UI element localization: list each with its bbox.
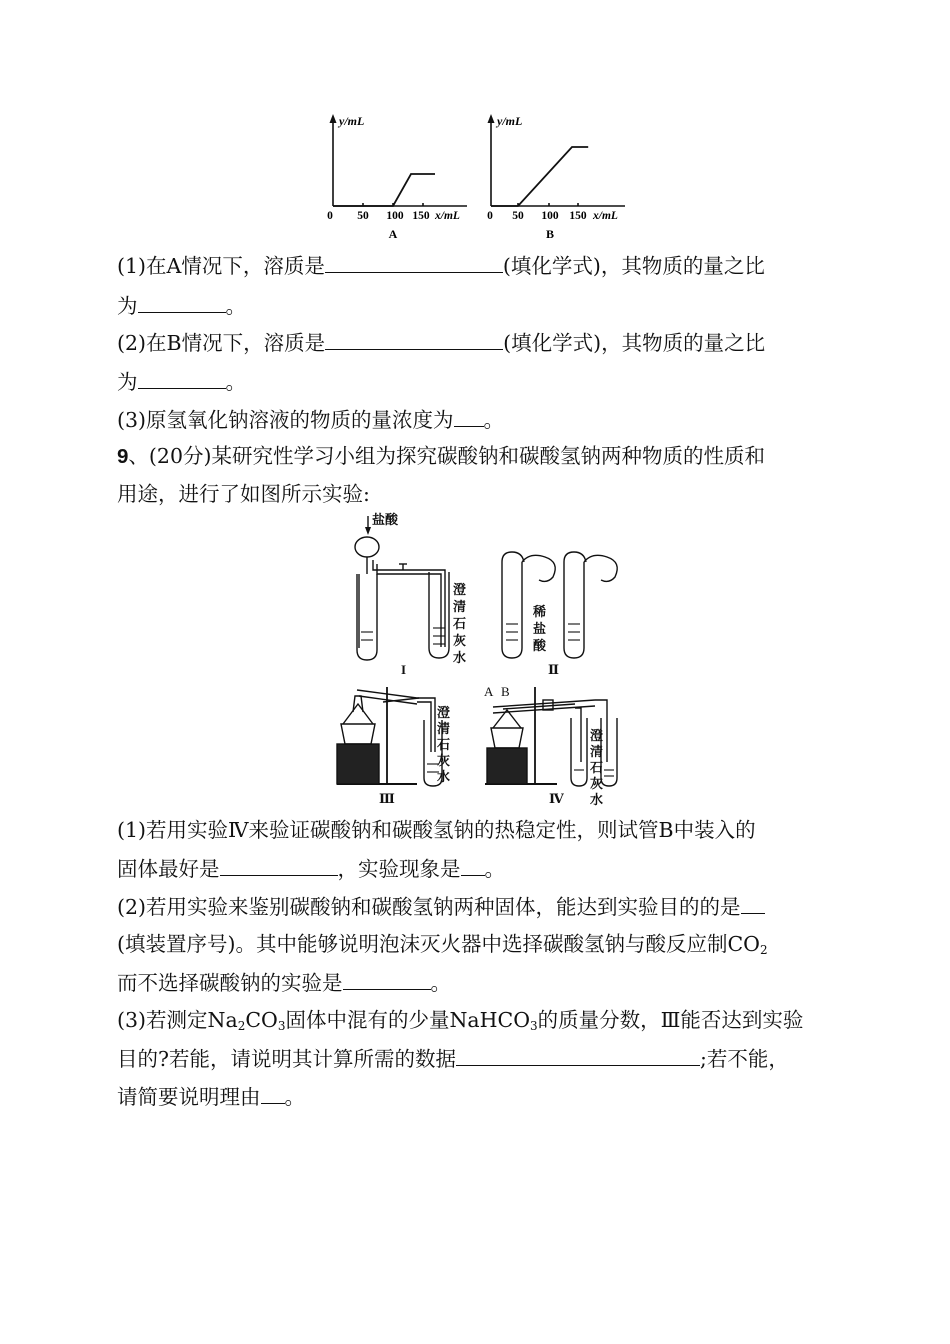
fig-tube-a: A <box>484 684 494 699</box>
graph-b-tick-50: 50 <box>512 210 524 222</box>
q9-p2-setup-blank[interactable] <box>741 891 765 914</box>
q8-p2-ratio-blank[interactable] <box>138 366 226 389</box>
graph-a-xlabel: x/mL <box>435 210 460 222</box>
q9-p1-text-c: ，实验现象是 <box>337 857 461 881</box>
q8-p3-concentration-blank[interactable] <box>454 404 484 427</box>
setup-iii <box>337 687 442 786</box>
q8-part3-line <box>117 404 504 435</box>
q8-p2-text-c: 为 <box>117 370 138 394</box>
fig-limewater3-2: 石 <box>437 737 451 752</box>
fig-limewater4-1: 清 <box>590 744 604 759</box>
graph-a-tick-150: 150 <box>412 210 430 222</box>
fig-limewater1-3: 灰 <box>453 633 467 648</box>
graph-a-tick-100: 100 <box>386 210 404 222</box>
fig-limewater4-3: 灰 <box>590 776 604 791</box>
q8-p3-text-a: (3)原氢氧化钠溶液的物质的量浓度为 <box>117 408 454 432</box>
q9-p3-text-c: ;若不能， <box>700 1047 789 1071</box>
graph-b-xlabel: x/mL <box>593 210 618 222</box>
q8-part2-line1 <box>117 327 765 358</box>
fig-label-iii: Ⅲ <box>379 791 395 806</box>
graph-a-tick-50: 50 <box>357 210 369 222</box>
q8-p1-text-c: 为 <box>117 294 138 318</box>
q8-p2-solute-blank[interactable] <box>325 327 503 350</box>
fig-limewater4-2: 石 <box>590 760 604 775</box>
q9-part3-line1 <box>117 1005 803 1041</box>
q8-p2-text-b: (填化学式)，其物质的量之比 <box>503 331 766 355</box>
q9-p1-text-b: 固体最好是 <box>117 857 220 881</box>
q8-p2-text-d: 。 <box>225 370 246 394</box>
graph-a-label: A <box>388 227 398 241</box>
q8-p1-ratio-blank[interactable] <box>138 290 226 313</box>
q8-part1-line1 <box>117 250 765 281</box>
q9-p3-text-a4: 的质量分数，Ⅲ能否达到实验 <box>537 1008 804 1032</box>
q8-p1-text-b: (填化学式)，其物质的量之比 <box>502 254 765 278</box>
q8-p1-text-a: (1)在A情况下，溶质是 <box>117 254 325 278</box>
graph-b-series-line <box>491 147 588 206</box>
fig-limewater1-1: 清 <box>453 599 467 614</box>
fig-limewater1-2: 石 <box>453 616 467 631</box>
fig-tube-b: B <box>501 684 510 699</box>
fig-limewater4-0: 澄 <box>590 728 604 743</box>
q9-p2-text-a: (2)若用实验来鉴别碳酸钠和碳酸氢钠两种固体，能达到实验目的的是 <box>117 895 741 919</box>
fig-limewater3-4: 水 <box>437 769 451 784</box>
q9-header-line2 <box>117 479 370 509</box>
q9-p1-solid-blank[interactable] <box>220 853 338 876</box>
fig-dilute-hcl-0: 稀 <box>533 604 547 619</box>
setup-ii <box>502 552 617 658</box>
fig-limewater3-1: 清 <box>437 721 451 736</box>
q9-p3-text-e: 。 <box>284 1085 305 1109</box>
graph-b-tick-100: 100 <box>541 210 559 222</box>
q9-number: 9 <box>117 445 129 468</box>
graph-b-ylabel: y/mL <box>497 114 523 128</box>
q9-header-line1 <box>117 441 765 472</box>
q9-part3-line3 <box>117 1081 305 1112</box>
q9-part1-line2 <box>117 853 505 884</box>
q9-p3-text-a3: 固体中混有的少量NaHCO <box>285 1008 531 1032</box>
q9-part2-line3 <box>117 967 451 998</box>
q9-p2-text-c: 而不选择碳酸钠的实验是 <box>117 971 343 995</box>
q9-part2-line1 <box>117 891 765 922</box>
graph-b-tick-150: 150 <box>569 210 587 222</box>
q9-p3-reason-blank[interactable] <box>261 1081 285 1104</box>
fig-limewater1-4: 水 <box>453 650 467 665</box>
graph-a-tick-0: 0 <box>327 210 333 222</box>
q9-p1-text-a: (1)若用实验Ⅳ来验证碳酸钠和碳酸氢钠的热稳定性，则试管B中装入的 <box>117 818 756 842</box>
q8-part2-line2 <box>117 366 246 397</box>
q9-p2-experiment-blank[interactable] <box>343 967 431 990</box>
q9-p1-phenomenon-blank[interactable] <box>461 853 485 876</box>
fig-label-iv: Ⅳ <box>549 791 564 806</box>
fig-limewater1-0: 澄 <box>453 582 467 597</box>
q9-p3-text-b: 目的?若能，请说明其计算所需的数据 <box>117 1047 456 1071</box>
q8-p1-solute-blank[interactable] <box>325 250 503 273</box>
q9-p3-data-blank[interactable] <box>456 1043 700 1066</box>
graph-b-tick-0: 0 <box>487 210 493 222</box>
q9-p3-text-a2: CO <box>245 1008 278 1032</box>
q9-header-text: 、(20分)某研究性学习小组为探究碳酸钠和碳酸氢钠两种物质的性质和 <box>128 444 765 468</box>
q9-p3-text-d: 请简要说明理由 <box>117 1085 261 1109</box>
q9-part3-line2 <box>117 1043 789 1074</box>
q9-part1-line1 <box>117 815 756 845</box>
setup-i <box>355 516 449 660</box>
fig-label-i: I <box>401 662 407 677</box>
q9-p2-text-d: 。 <box>430 971 451 995</box>
apparatus-figure <box>325 512 655 817</box>
q9-p3-text-a: (3)若测定Na <box>117 1008 238 1032</box>
fig-label-ii: Ⅱ <box>548 662 559 677</box>
fig-dilute-hcl-2: 酸 <box>533 638 547 653</box>
q9-part2-line2 <box>117 929 768 965</box>
graph-b <box>475 112 635 242</box>
q9-p3-sub3: 3 <box>530 1019 538 1033</box>
graph-a-ylabel: y/mL <box>339 114 365 128</box>
q9-header-text-2: 用途，进行了如图所示实验: <box>117 482 370 506</box>
q9-p1-text-d: 。 <box>484 857 505 881</box>
q8-p2-text-a: (2)在B情况下，溶质是 <box>117 331 326 355</box>
q9-p2-sub: 2 <box>760 943 768 957</box>
fig-label-hcl: 盐酸 <box>372 512 399 527</box>
q9-p3-sub1: 2 <box>237 1019 246 1033</box>
q8-p1-text-d: 。 <box>225 294 246 318</box>
q9-p3-sub2: 3 <box>277 1019 286 1033</box>
fig-dilute-hcl-1: 盐 <box>533 621 547 636</box>
graph-a <box>315 112 475 242</box>
graph-a-series-line <box>333 174 435 206</box>
q8-part1-line2 <box>117 290 246 321</box>
fig-limewater3-3: 灰 <box>437 753 451 768</box>
fig-limewater4-4: 水 <box>590 792 604 807</box>
q8-p3-text-b: 。 <box>483 408 505 432</box>
graph-b-label: B <box>545 227 555 241</box>
fig-limewater3-0: 澄 <box>437 705 451 720</box>
q9-p2-text-b: (填装置序号)。其中能够说明泡沫灭火器中选择碳酸氢钠与酸反应制CO <box>117 932 760 956</box>
